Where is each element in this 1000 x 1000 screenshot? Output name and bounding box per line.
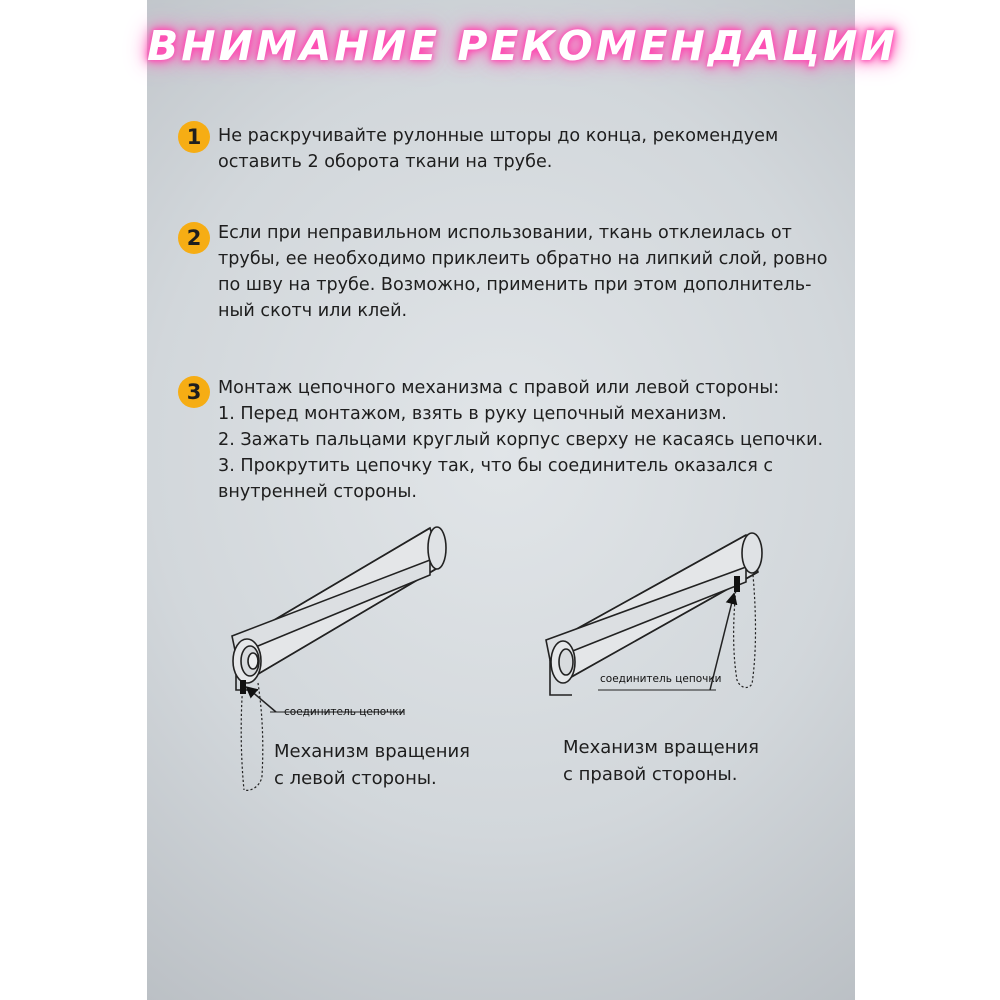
left-caption: [274, 738, 470, 792]
step-3-line: 1. Перед монтажом, взять в руку цепочный механизм.: [218, 404, 727, 424]
right-caption: [563, 734, 759, 788]
right-chain: [734, 575, 756, 687]
step-3-line: внутренней стороны.: [218, 482, 417, 502]
left-chain: [240, 680, 263, 790]
left-caption-line: Механизм вращения: [274, 741, 471, 762]
right-caption-line: Механизм вращения: [563, 737, 760, 758]
step-3-line: Монтаж цепочного механизма с правой или левой стороны:: [218, 378, 780, 398]
step-3-line: 3. Прокрутить цепочку так, что бы соединитель оказался с: [218, 456, 774, 476]
step-1-line: Не раскручивайте рулонные шторы до конца, рекомендуем: [218, 126, 779, 146]
step-1-badge: 1: [178, 121, 210, 153]
step-2-line: Если при неправильном использовании, ткань отклеилась от: [218, 223, 792, 243]
step-3-line: 2. Зажать пальцами круглый корпус сверху не касаясь цепочки.: [218, 430, 824, 450]
left-connector-label: соединитель цепочки: [284, 706, 406, 718]
step-2-badge: 2: [178, 222, 210, 254]
step-3-badge: 3: [178, 376, 210, 408]
left-caption-line: с левой стороны.: [274, 768, 437, 789]
right-connector-label: соединитель цепочки: [600, 673, 722, 685]
right-roller-diagram: [546, 533, 762, 695]
right-caption-line: с правой стороны.: [563, 764, 738, 785]
page-title: ВНИМАНИЕ РЕКОМЕНДАЦИИ: [147, 22, 898, 70]
step-1-line: оставить 2 оборота ткани на трубе.: [218, 152, 553, 172]
step-2-line: ный скотч или клей.: [218, 301, 408, 321]
step-2-line: по шву на трубе. Возможно, применить при этом дополнитель-: [218, 275, 812, 295]
step-2-line: трубы, ее необходимо приклеить обратно на липкий слой, ровно: [218, 249, 828, 269]
